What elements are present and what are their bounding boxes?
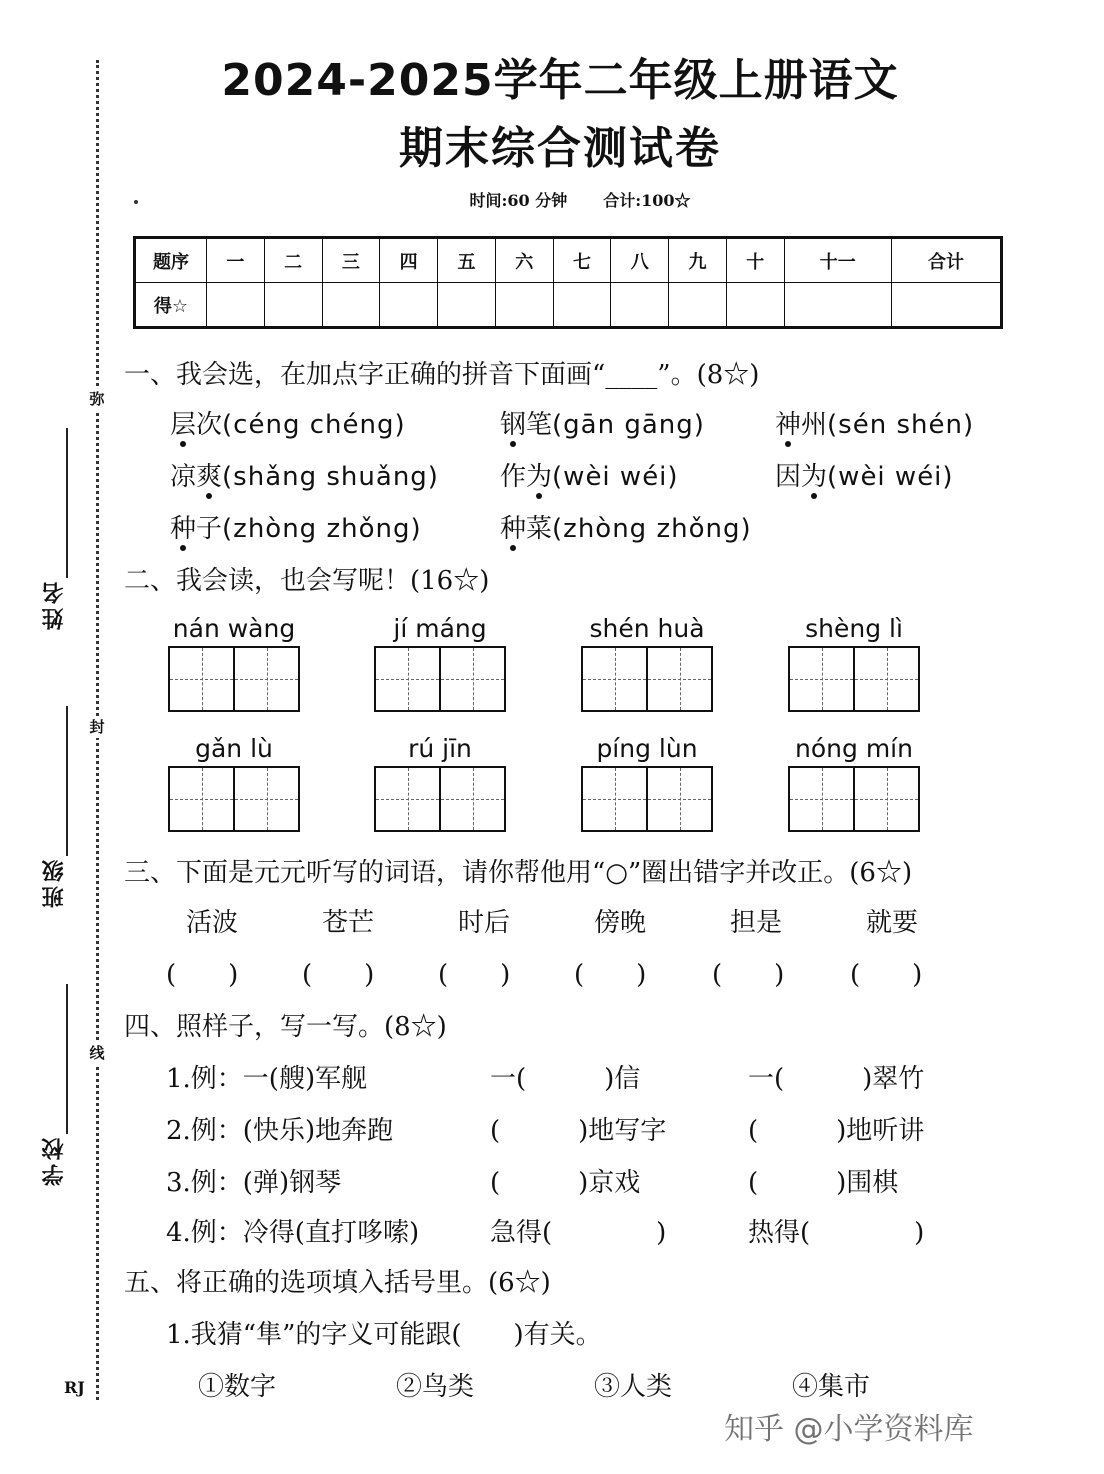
option-2[interactable]: ②鸟类 [396,1372,475,1402]
school-label: 学校 [41,1134,67,1186]
section-5-heading: 五、将正确的选项填入括号里。(6☆) [124,1268,551,1298]
header-cell: 六 [495,238,553,283]
exam-time: 时间:60 分钟 [469,191,568,210]
fill-blank[interactable]: ( )京戏 [490,1168,641,1198]
score-cell[interactable] [611,283,669,328]
dotted-char: 爽 [196,456,222,493]
option-4[interactable]: ④集市 [792,1372,871,1402]
section-2-heading: 二、我会读，也会写呢！(16☆) [124,566,490,596]
score-cell[interactable] [438,283,496,328]
header-cell: 七 [553,238,611,283]
dotted-char: 神 [775,404,801,441]
dictation-word[interactable]: 傍晚 [594,908,647,938]
pinyin-options[interactable]: (sén shén) [827,410,975,440]
example-text: 4.例：冷得(直打哆嗦) [166,1218,420,1248]
correction-blank[interactable]: ( ) [302,960,375,990]
score-cell[interactable] [207,283,265,328]
score-cell[interactable] [784,283,891,328]
school-field[interactable] [34,984,74,1186]
pinyin-prompt: rú jīn [408,734,472,763]
class-field[interactable] [34,706,74,908]
dotted-char: 层 [170,404,196,441]
fill-blank[interactable]: ( )围棋 [748,1168,899,1198]
header-cell: 十 [726,238,784,283]
score-cell[interactable] [669,283,727,328]
header-cell: 八 [611,238,669,283]
score-header-row [135,238,1002,283]
s1-item-4: 凉爽(shǎng shuǎng) [170,456,439,493]
class-label: 班级 [41,856,67,908]
score-cell[interactable] [726,283,784,328]
tianzige-grid[interactable] [168,766,300,832]
tianzige-grid[interactable] [374,766,506,832]
header-cell: 题序 [135,238,207,283]
fill-blank[interactable]: ( )地听讲 [748,1116,925,1146]
correction-blank[interactable]: ( ) [712,960,785,990]
dotted-char: 钢 [500,404,526,441]
fill-blank[interactable]: ( )地写字 [490,1116,667,1146]
pinyin-options[interactable]: (wèi wéi) [552,462,679,492]
correction-blank[interactable]: ( ) [850,960,923,990]
exam-meta [400,188,760,211]
header-cell: 十一 [784,238,891,283]
s1-item-3: 神州(sén shén) [775,404,974,441]
header-cell: 三 [322,238,380,283]
pinyin-prompt: gǎn lù [195,734,273,763]
fill-blank[interactable]: 急得( ) [490,1218,667,1248]
tianzige-grid[interactable] [788,766,920,832]
pinyin-prompt: nóng mín [795,734,913,763]
correction-blank[interactable]: ( ) [574,960,647,990]
writing-word-5 [168,732,300,832]
name-line [66,428,68,578]
page-title: 2024-2025学年二年级上册语文 [221,55,899,106]
pinyin-options[interactable]: (gān gāng) [552,410,705,440]
score-cell[interactable] [495,283,553,328]
watermark: 知乎 @小学资料库 [724,1412,974,1447]
pinyin-prompt: jí máng [393,614,487,643]
correction-blank[interactable]: ( ) [438,960,511,990]
header-cell: 九 [669,238,727,283]
pinyin-prompt: shén huà [589,614,705,643]
dotted-char: 种 [170,508,196,545]
fill-blank[interactable]: 一( )信 [490,1064,641,1094]
header-cell: 二 [264,238,322,283]
header-cell: 一 [207,238,265,283]
section-1-heading: 一、我会选，在加点字正确的拼音下面画“____”。(8☆) [124,360,760,390]
writing-word-7 [581,732,713,832]
s1-item-1: 层次(céng chéng) [170,404,406,441]
pinyin-options[interactable]: (shǎng shuǎng) [222,462,439,492]
pinyin-options[interactable]: (zhòng zhǒng) [222,514,422,544]
score-cell[interactable] [380,283,438,328]
question-1[interactable]: 1.我猜“隼”的字义可能跟( )有关。 [166,1320,602,1350]
option-3[interactable]: ③人类 [594,1372,673,1402]
dictation-word[interactable]: 就要 [866,908,919,938]
tianzige-grid[interactable] [581,766,713,832]
class-line [66,706,68,856]
fill-blank[interactable]: 热得( ) [748,1218,925,1248]
pinyin-prompt: píng lùn [596,734,698,763]
header-cell: 合计 [891,238,1001,283]
dotted-char: 种 [500,508,526,545]
cut-mark-3: 线 [86,1042,108,1064]
pinyin-options[interactable]: (zhòng zhǒng) [552,514,752,544]
s1-item-6: 因为(wèi wéi) [775,456,954,493]
score-label: 得☆ [135,283,207,328]
pinyin-prompt: nán wàng [172,614,296,643]
decorative-dot [134,200,138,204]
s1-item-2: 钢笔(gān gāng) [500,404,705,441]
score-cell[interactable] [553,283,611,328]
dictation-word[interactable]: 活波 [186,908,239,938]
fill-blank[interactable]: 一( )翠竹 [748,1064,925,1094]
dictation-word[interactable]: 时后 [458,908,511,938]
writing-word-6 [374,732,506,832]
tianzige-grid[interactable] [581,646,713,712]
pinyin-options[interactable]: (céng chéng) [222,410,406,440]
dictation-word[interactable]: 担是 [730,908,783,938]
dotted-char: 为 [801,456,827,493]
name-label: 姓名 [41,578,67,630]
section-4-heading: 四、照样子，写一写。(8☆) [124,1012,447,1042]
score-cell[interactable] [891,283,1001,328]
score-cell[interactable] [322,283,380,328]
section-3-heading: 三、下面是元元听写的词语，请你帮他用“○”圈出错字并改正。(6☆) [124,858,913,888]
example-text: 2.例：(快乐)地奔跑 [166,1116,394,1146]
writing-word-1 [168,612,300,712]
cut-mark-2: 封 [86,716,108,738]
writing-word-8 [788,732,920,832]
writing-word-2 [374,612,506,712]
edition-code: RJ [64,1378,85,1397]
header-cell: 四 [380,238,438,283]
correction-blank[interactable]: ( ) [166,960,239,990]
s1-item-7: 种子(zhòng zhǒng) [170,508,422,545]
s1-item-8: 种菜(zhòng zhǒng) [500,508,752,545]
school-line [66,984,68,1134]
writing-word-3 [581,612,713,712]
header-cell: 五 [438,238,496,283]
pinyin-options[interactable]: (wèi wéi) [827,462,954,492]
dictation-word[interactable]: 苍芒 [322,908,375,938]
page-subtitle: 期末综合测试卷 [399,123,721,174]
score-table [133,236,1003,329]
pinyin-prompt: shèng lì [805,614,903,643]
tianzige-grid[interactable] [168,646,300,712]
option-1[interactable]: ①数字 [198,1372,277,1402]
example-text: 3.例：(弹)钢琴 [166,1168,342,1198]
tianzige-grid[interactable] [788,646,920,712]
s1-item-5: 作为(wèi wéi) [500,456,679,493]
tianzige-grid[interactable] [374,646,506,712]
score-cell[interactable] [264,283,322,328]
cut-mark-1: 弥 [86,388,108,410]
name-field[interactable] [34,428,74,630]
exam-total: 合计:100☆ [603,191,691,210]
dotted-char: 为 [526,456,552,493]
writing-word-4 [788,612,920,712]
example-text: 1.例：一(艘)军舰 [166,1064,368,1094]
score-row [135,283,1002,328]
